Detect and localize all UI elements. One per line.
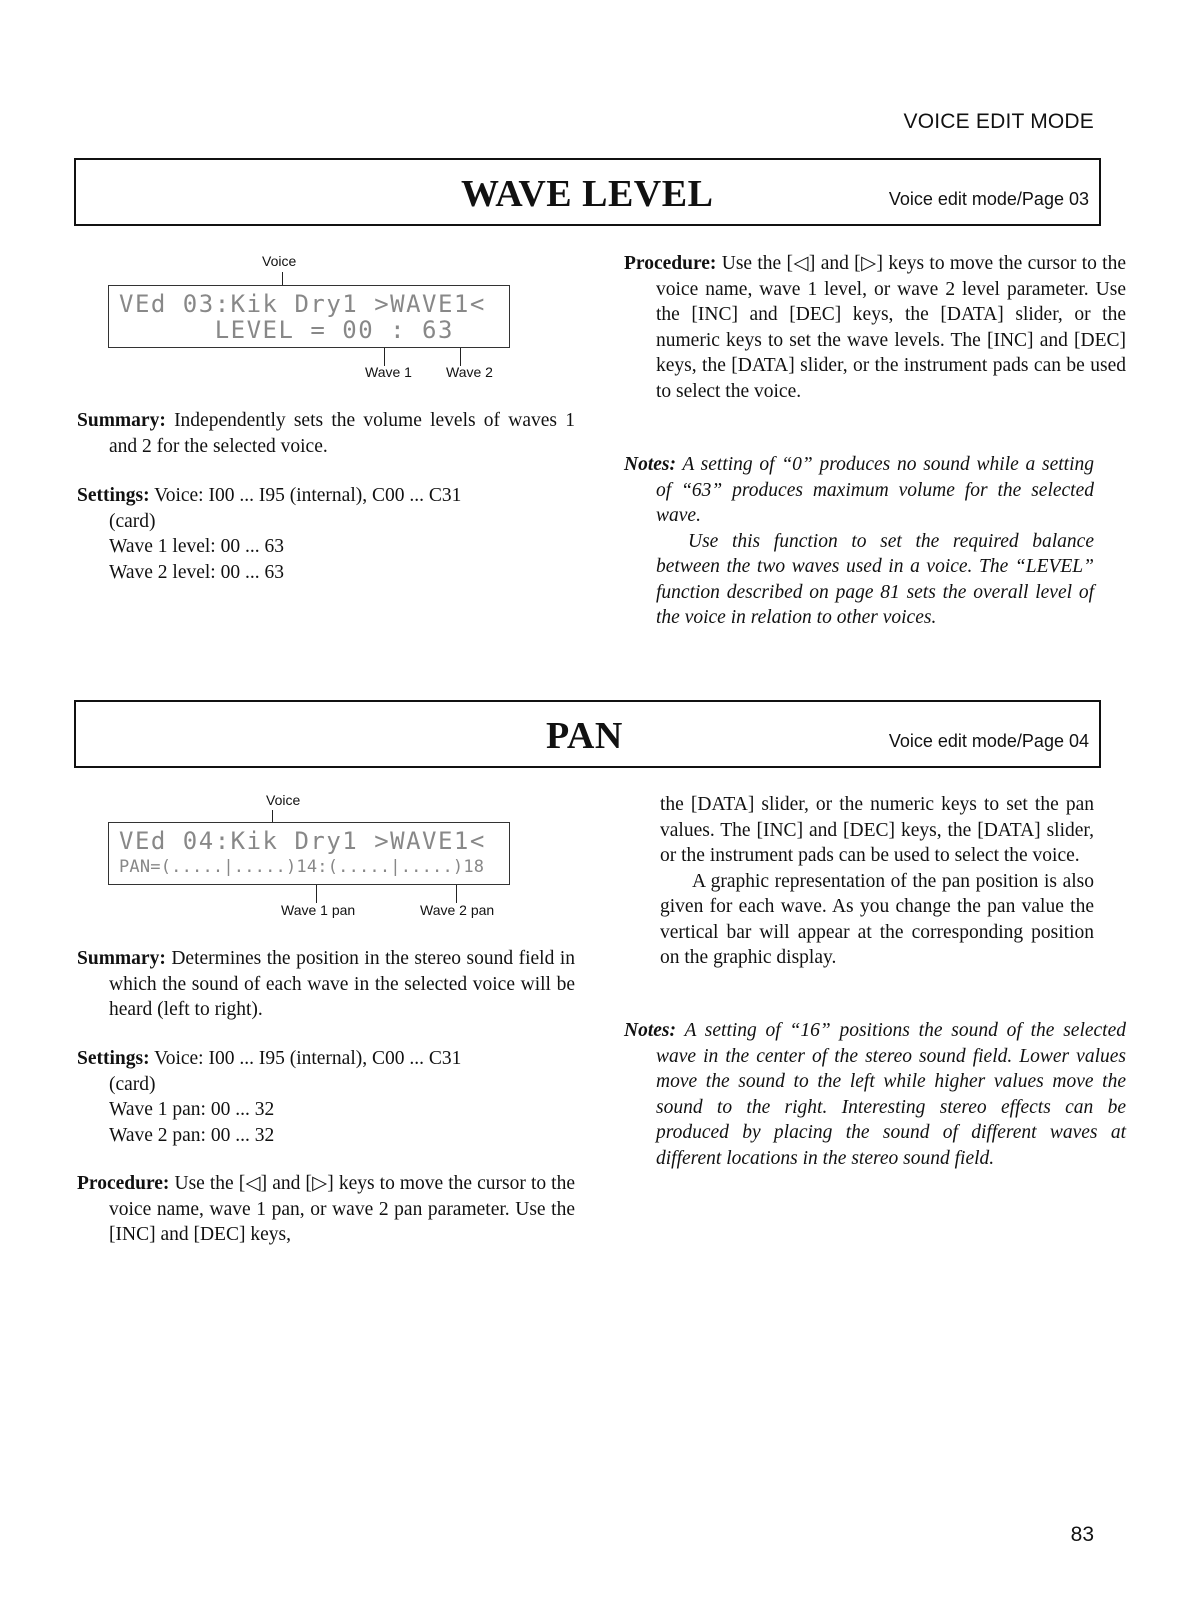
pan-procedure <box>77 1171 575 1248</box>
wave1-pan-tick <box>316 885 317 903</box>
notes-text: Use this function to set the required balance between the two waves used in a voice. The “LEVEL” function described on page 81 sets the overall level of the voice in relation to other voices. <box>656 530 1094 628</box>
settings-line: Voice: I00 ... I95 (internal), C00 ... C31 <box>154 1048 462 1069</box>
notes-text: A setting of “0” produces no sound while a setting of “63” produces maximum volume for the selected wave. <box>656 454 1094 526</box>
wave-level-summary <box>77 408 575 459</box>
wave-level-page-ref: Voice edit mode/Page 03 <box>888 189 1089 209</box>
lcd-wave2-pan-label: Wave 2 pan <box>420 902 495 918</box>
wave-level-lcd-display <box>108 285 510 348</box>
wave-level-title: WAVE LEVEL <box>461 173 714 215</box>
settings-line: Wave 2 pan: 00 ... 32 <box>109 1124 275 1146</box>
procedure-lead: Procedure: <box>624 253 717 274</box>
wave-level-lcd-figure <box>100 248 520 388</box>
summary-text: Independently sets the volume levels of waves 1 and 2 for the selected voice. <box>109 410 575 457</box>
procedure-text: Use the [◁] and [▷] keys to move the cursor to the voice name, wave 1 pan, or wave 2 pan parameter. Use the [INC] and [DEC] keys, <box>109 1173 576 1245</box>
settings-lead: Settings: <box>77 1048 150 1069</box>
pan-page-ref: Voice edit mode/Page 04 <box>888 731 1089 751</box>
pan-notes <box>624 1018 1126 1171</box>
wave-level-procedure <box>624 251 1126 404</box>
notes-lead: Notes: <box>624 1020 676 1041</box>
running-head: VOICE EDIT MODE <box>903 110 1094 133</box>
pan-summary <box>77 946 575 1023</box>
procedure-text-continued: the [DATA] slider, or the numeric keys to set the pan values. The [INC] and [DEC] keys, the [DATA] slider, or the instrument pads can be used to select the voice. <box>660 794 1094 866</box>
lcd-line-2: PAN=(.....|.....)14:(.....|.....)18 <box>119 857 485 877</box>
settings-line: (card) <box>109 1073 156 1095</box>
notes-lead: Notes: <box>624 454 676 475</box>
lcd-voice-label: Voice <box>262 253 297 269</box>
wave-level-notes <box>624 452 1094 631</box>
procedure-text: Use the [◁] and [▷] keys to move the cursor to the voice name, wave 1 level, or wave 2 level parameter. Use the [INC] and [DEC] keys, the [DATA] slider, or the numeric keys to set the wave levels. The [INC] and [DEC] keys, the [DATA] slider, or the instrument pads can be used to select the voice. <box>656 253 1127 402</box>
procedure-lead: Procedure: <box>77 1173 170 1194</box>
pan-header-box <box>74 700 1101 768</box>
voice-tick <box>282 272 283 286</box>
pan-procedure-continued <box>660 792 1094 971</box>
settings-line: Wave 1 level: 00 ... 63 <box>109 536 284 557</box>
settings-line: Wave 2 level: 00 ... 63 <box>109 561 284 583</box>
settings-line: (card) <box>109 510 156 532</box>
wave2-pan-tick <box>456 885 457 903</box>
settings-line: Wave 1 pan: 00 ... 32 <box>109 1099 275 1120</box>
wave-level-header-box <box>74 158 1101 226</box>
lcd-wave1-pan-label: Wave 1 pan <box>281 902 356 918</box>
page-number: 83 <box>1070 1523 1094 1546</box>
summary-lead: Summary: <box>77 410 166 431</box>
lcd-line-1: VEd 03:Kik Dry1 >WAVE1< <box>119 290 486 318</box>
pan-lcd-figure <box>100 788 520 928</box>
procedure-text-graphic: A graphic representation of the pan position is also given for each wave. As you change the pan value the vertical bar will appear at the corresponding position on the graphic display. <box>660 870 1094 968</box>
lcd-wave1-label: Wave 1 <box>365 364 412 380</box>
lcd-line-2: LEVEL = 00 : 63 <box>119 316 454 344</box>
pan-title: PAN <box>546 715 623 757</box>
lcd-wave2-label: Wave 2 <box>446 364 493 380</box>
pan-lcd-display <box>108 822 510 885</box>
summary-text: Determines the position in the stereo sound field in which the sound of each wave in the selected voice will be heard (left to right). <box>109 948 576 1020</box>
settings-line: Voice: I00 ... I95 (internal), C00 ... C31 <box>154 485 462 506</box>
settings-lead: Settings: <box>77 485 150 506</box>
pan-settings <box>77 1046 543 1148</box>
lcd-line-1: VEd 04:Kik Dry1 >WAVE1< <box>119 827 486 855</box>
wave-level-settings <box>77 483 543 585</box>
lcd-voice-label: Voice <box>266 792 301 808</box>
notes-text: A setting of “16” positions the sound of the selected wave in the center of the stereo sound field. Lower values move the sound to the left while higher values move the sound to the right. Interesting stereo effects can be produced by placing the sound of different waves at different locations in the stereo sound field. <box>656 1020 1126 1169</box>
summary-lead: Summary: <box>77 948 166 969</box>
